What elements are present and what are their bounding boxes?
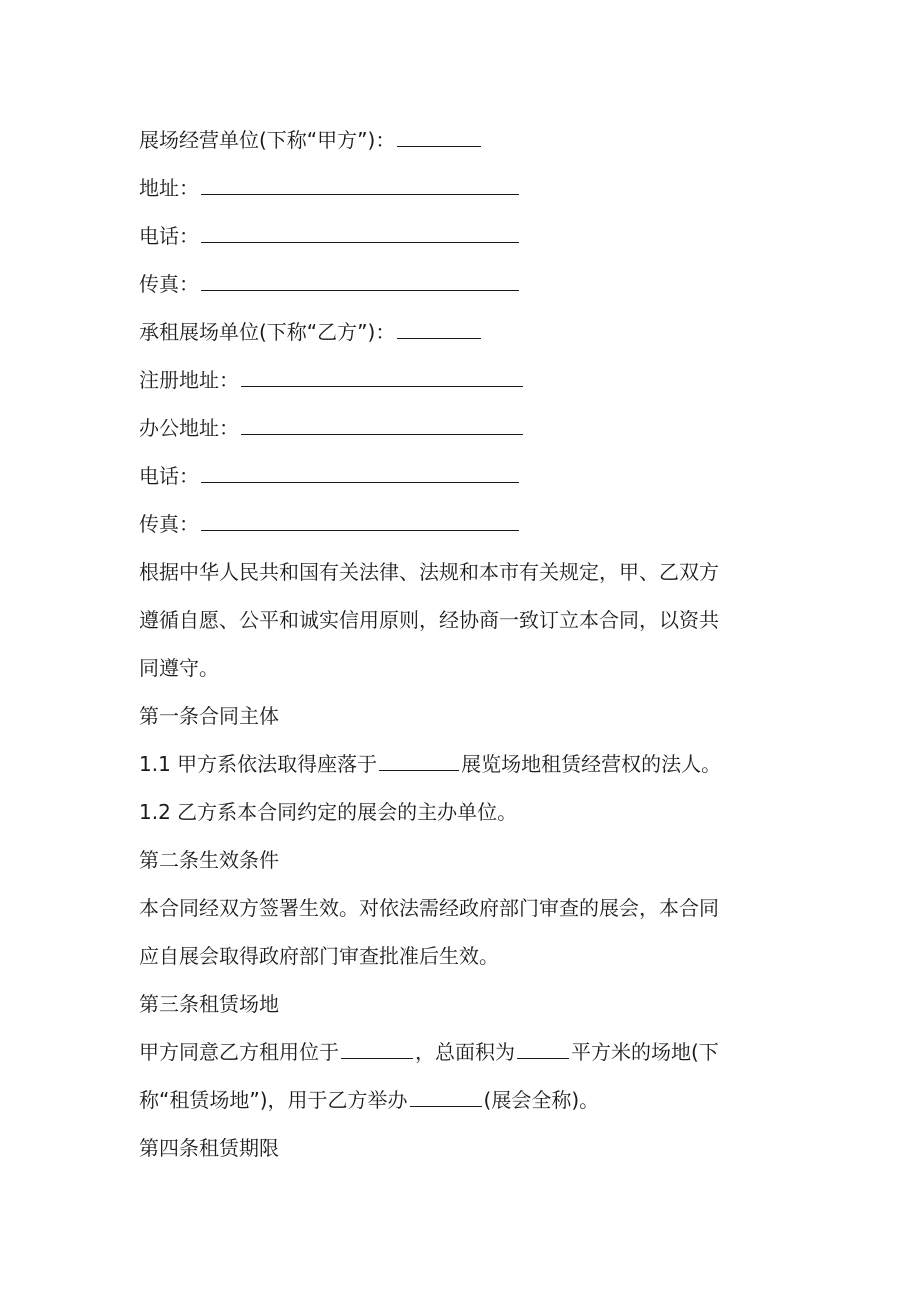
- fax-a-line: [139, 270, 779, 298]
- party-a-blank[interactable]: [397, 128, 481, 147]
- party-a-line: [139, 126, 779, 154]
- clause-1-2: 1.2 乙方系本合同约定的展会的主办单位。: [139, 800, 518, 824]
- phone-a-label: 电话：: [139, 224, 199, 248]
- office-address-b-blank[interactable]: [241, 416, 523, 435]
- article-3-l1-c: 平方米的场地(下: [571, 1040, 719, 1064]
- article-3-l2-a: 称“租赁场地”)，用于乙方举办: [139, 1088, 408, 1112]
- preamble-line-1: 根据中华人民共和国有关法律、法规和本市有关规定，甲、乙双方: [139, 560, 719, 584]
- article-4-title: 第四条租赁期限: [139, 1136, 279, 1160]
- phone-b-label: 电话：: [139, 464, 199, 488]
- phone-a-line: [139, 222, 779, 250]
- article-2-line-1: 本合同经双方签署生效。对依法需经政府部门审查的展会，本合同: [139, 896, 719, 920]
- location-blank[interactable]: [379, 752, 459, 771]
- phone-a-blank[interactable]: [201, 224, 519, 243]
- fax-b-blank[interactable]: [201, 512, 519, 531]
- address-a-line: [139, 174, 779, 202]
- party-b-line: [139, 318, 779, 346]
- reg-address-b-label: 注册地址：: [139, 368, 239, 392]
- article-2-title: 第二条生效条件: [139, 848, 279, 872]
- article-3-title: 第三条租赁场地: [139, 992, 279, 1016]
- phone-b-blank[interactable]: [201, 464, 519, 483]
- fax-a-blank[interactable]: [201, 272, 519, 291]
- article-3-line-1: [139, 1038, 779, 1066]
- article-1-title: 第一条合同主体: [139, 704, 279, 728]
- office-address-b-label: 办公地址：: [139, 416, 239, 440]
- address-a-blank[interactable]: [201, 176, 519, 195]
- article-3-l1-b: ，总面积为: [415, 1040, 515, 1064]
- reg-address-b-line: [139, 366, 779, 394]
- preamble-line-2: 遵循自愿、公平和诚实信用原则，经协商一致订立本合同，以资共: [139, 608, 719, 632]
- venue-location-blank[interactable]: [341, 1040, 413, 1059]
- address-a-label: 地址：: [139, 176, 199, 200]
- article-3-l2-b: (展会全称)。: [483, 1088, 600, 1112]
- clause-1-1: [139, 750, 779, 778]
- preamble-line-3: 同遵守。: [139, 656, 219, 680]
- fax-a-label: 传真：: [139, 272, 199, 296]
- exhibition-name-blank[interactable]: [410, 1088, 482, 1107]
- fax-b-line: [139, 510, 779, 538]
- clause-1-1-prefix: 1.1 甲方系依法取得座落于: [139, 752, 378, 776]
- article-3-line-2: [139, 1086, 779, 1114]
- article-2-line-2: 应自展会取得政府部门审查批准后生效。: [139, 944, 499, 968]
- area-blank[interactable]: [517, 1040, 569, 1059]
- party-b-label: 承租展场单位(下称“乙方”)：: [139, 320, 396, 344]
- phone-b-line: [139, 462, 779, 490]
- party-b-blank[interactable]: [397, 320, 481, 339]
- party-a-label: 展场经营单位(下称“甲方”)：: [139, 128, 396, 152]
- office-address-b-line: [139, 414, 779, 442]
- article-3-l1-a: 甲方同意乙方租用位于: [139, 1040, 339, 1064]
- clause-1-1-suffix: 展览场地租赁经营权的法人。: [461, 752, 722, 776]
- fax-b-label: 传真：: [139, 512, 199, 536]
- reg-address-b-blank[interactable]: [241, 368, 523, 387]
